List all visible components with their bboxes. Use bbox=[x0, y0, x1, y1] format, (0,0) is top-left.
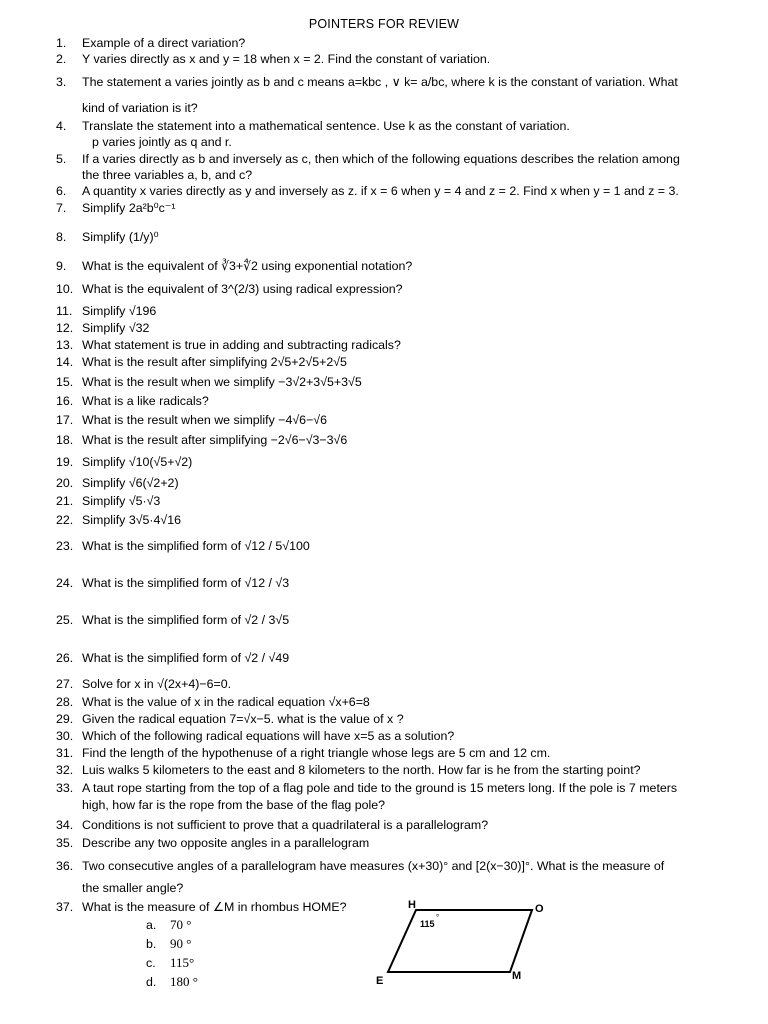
question-15: 15. What is the result when we simplify −3√2+3√5+3√5 bbox=[56, 375, 362, 389]
rhombus-home-figure bbox=[370, 896, 550, 990]
question-11: 11. Simplify √196 bbox=[56, 304, 157, 318]
question-9: 9. What is the equivalent of ∛3+∜2 using exponential notation? bbox=[56, 259, 413, 273]
vertex-label-o: O bbox=[535, 903, 544, 915]
question-18: 18. What is the result after simplifying −2√6−√3−3√6 bbox=[56, 433, 348, 447]
question-29: 29. Given the radical equation 7=√x−5. what is the value of x ? bbox=[56, 712, 404, 726]
question-17: 17. What is the result when we simplify −4√6−√6 bbox=[56, 413, 327, 427]
question-37: 37. What is the measure of ∠M in rhombus HOME? bbox=[56, 900, 347, 914]
question-16: 16. What is a like radicals? bbox=[56, 394, 209, 408]
question-36-continued: the smaller angle? bbox=[82, 881, 184, 895]
question-25: 25. What is the simplified form of √2 / 3√5 bbox=[56, 613, 290, 627]
rhombus-shape bbox=[388, 910, 532, 972]
question-1: 1. Example of a direct variation? bbox=[56, 36, 246, 50]
question-36: 36. Two consecutive angles of a parallelogram have measures (x+30)° and [2(x−30)]°. What is the measure of bbox=[56, 859, 665, 873]
question-33-continued: high, how far is the rope from the base of the flag pole? bbox=[82, 798, 386, 812]
angle-degree: ° bbox=[436, 913, 440, 922]
question-23: 23. What is the simplified form of √12 / 5√100 bbox=[56, 539, 310, 553]
page-title: POINTERS FOR REVIEW bbox=[308, 17, 460, 31]
option-a: a. 70 ° bbox=[146, 917, 192, 932]
question-22: 22. Simplify 3√5·4√16 bbox=[56, 513, 181, 527]
question-30: 30. Which of the following radical equations will have x=5 as a solution? bbox=[56, 729, 455, 743]
question-31: 31. Find the length of the hypothenuse of a right triangle whose legs are 5 cm and 12 cm. bbox=[56, 746, 551, 760]
question-8: 8. Simplify (1/y)⁰ bbox=[56, 230, 159, 244]
question-35: 35. Describe any two opposite angles in a parallelogram bbox=[56, 836, 370, 850]
vertex-label-e: E bbox=[376, 975, 384, 987]
question-28: 28. What is the value of x in the radical equation √x+6=8 bbox=[56, 695, 370, 709]
question-24: 24. What is the simplified form of √12 / √3 bbox=[56, 576, 290, 590]
option-b: b. 90 ° bbox=[146, 936, 192, 951]
question-3-continued: kind of variation is it? bbox=[82, 101, 198, 115]
question-27: 27. Solve for x in √(2x+4)−6=0. bbox=[56, 677, 232, 691]
question-32: 32. Luis walks 5 kilometers to the east and 8 kilometers to the north. How far is he from the starting point? bbox=[56, 763, 641, 777]
question-4: 4. Translate the statement into a mathematical sentence. Use k as the constant of variation. bbox=[56, 119, 570, 133]
question-5: 5. If a varies directly as b and inversely as c, then which of the following equations describes the relation among bbox=[56, 152, 680, 166]
vertex-label-h: H bbox=[408, 899, 416, 911]
vertex-label-m: M bbox=[512, 970, 522, 982]
question-21: 21. Simplify √5·√3 bbox=[56, 494, 161, 508]
question-33: 33. A taut rope starting from the top of a flag pole and tide to the ground is 15 meters long. If the pole is 7 meters bbox=[56, 781, 678, 795]
angle-label: 115 bbox=[420, 919, 435, 929]
question-2: 2. Y varies directly as x and y = 18 when x = 2. Find the constant of variation. bbox=[56, 52, 491, 66]
question-12: 12. Simplify √32 bbox=[56, 321, 150, 335]
option-c: c. 115° bbox=[146, 955, 195, 970]
question-7: 7. Simplify 2a²b⁰c⁻¹ bbox=[56, 201, 176, 215]
question-20: 20. Simplify √6(√2+2) bbox=[56, 476, 179, 490]
option-d: d. 180 ° bbox=[146, 974, 198, 989]
question-13: 13. What statement is true in adding and subtracting radicals? bbox=[56, 338, 401, 352]
question-10: 10. What is the equivalent of 3^(2/3) using radical expression? bbox=[56, 282, 403, 296]
question-5-continued: the three variables a, b, and c? bbox=[82, 168, 253, 182]
question-19: 19. Simplify √10(√5+√2) bbox=[56, 455, 193, 469]
question-26: 26. What is the simplified form of √2 / √49 bbox=[56, 651, 290, 665]
question-6: 6. A quantity x varies directly as y and inversely as z. if x = 6 when y = 4 and z = 2. Find x when y = 1 and z = 3. bbox=[56, 184, 679, 198]
question-3: 3. The statement a varies jointly as b and c means a=kbc , ∨ k= a/bc, where k is the constant of variation. What bbox=[56, 75, 678, 89]
question-34: 34. Conditions is not sufficient to prove that a quadrilateral is a parallelogram? bbox=[56, 818, 489, 832]
question-14: 14. What is the result after simplifying 2√5+2√5+2√5 bbox=[56, 355, 347, 369]
question-4-continued: p varies jointly as q and r. bbox=[92, 135, 232, 149]
